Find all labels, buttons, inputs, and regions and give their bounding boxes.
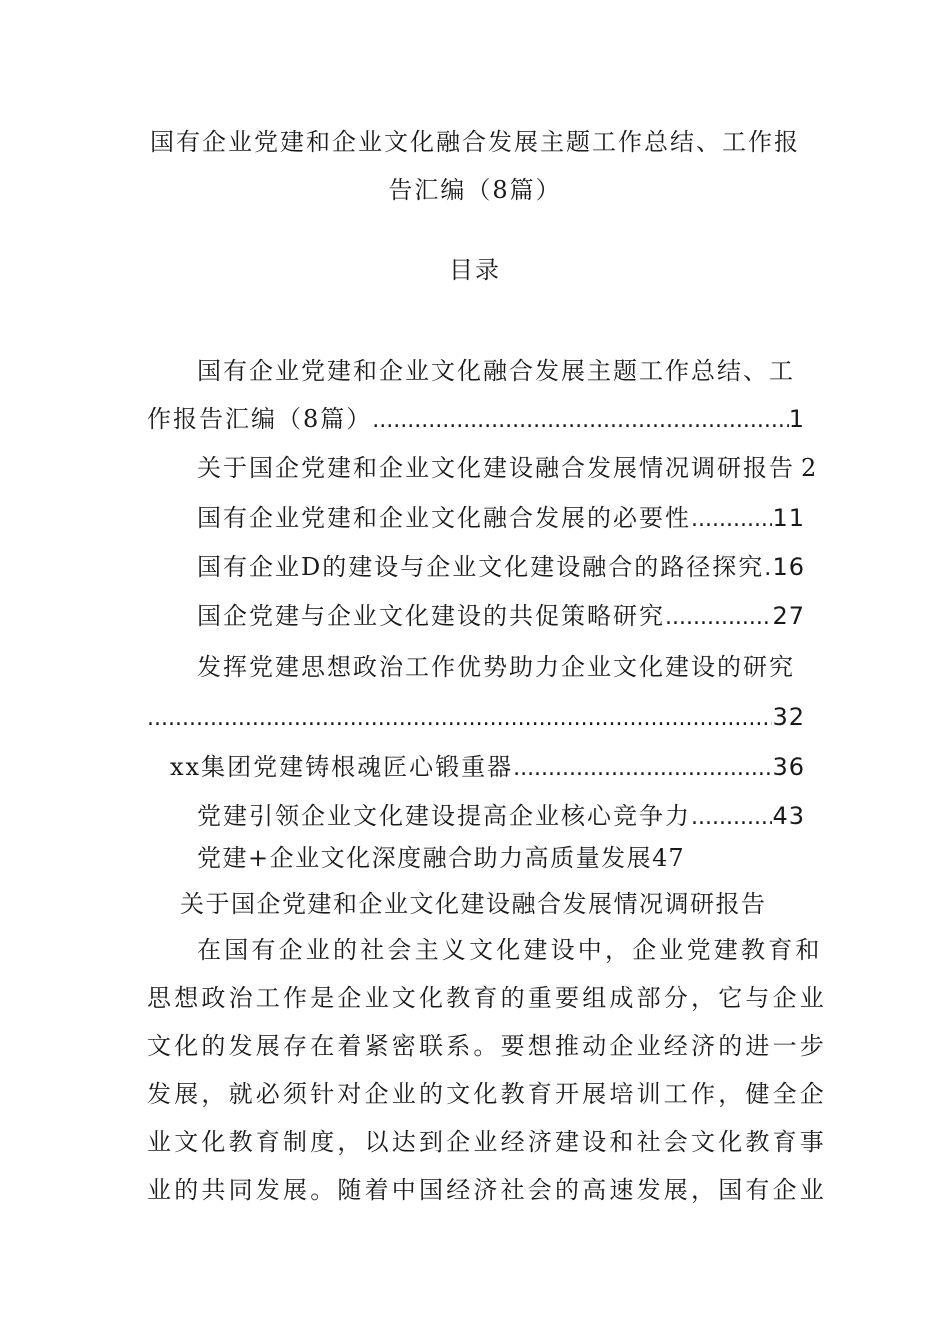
toc-page-number: 1 bbox=[788, 405, 805, 433]
toc-entry-title: xx集团党建铸根魂匠心锻重器 bbox=[170, 753, 514, 781]
toc-entry-6[interactable] bbox=[147, 693, 805, 741]
toc-entry-8[interactable] bbox=[197, 792, 805, 840]
body-paragraph-line: 思想政治工作是企业文化教育的重要组成部分，它与企业 bbox=[147, 984, 827, 1012]
body-paragraph-line: 业文化教育制度，以达到企业经济建设和社会文化教育事 bbox=[147, 1128, 827, 1156]
toc-entry-9[interactable] bbox=[197, 834, 757, 882]
toc-entry-5[interactable] bbox=[197, 592, 805, 640]
body-paragraph-line: 业的共同发展。随着中国经济社会的高速发展，国有企业 bbox=[147, 1176, 827, 1204]
body-paragraph-line: 文化的发展存在着紧密联系。要想推动企业经济的进一步 bbox=[147, 1032, 827, 1060]
toc-entry-1-line-1[interactable]: 国有企业党建和企业文化融合发展主题工作总结、工 bbox=[197, 357, 795, 385]
toc-heading: 目录 bbox=[449, 256, 501, 284]
toc-leader-dots bbox=[764, 545, 772, 593]
toc-leader-dots bbox=[665, 594, 772, 642]
toc-page-number: 36 bbox=[772, 753, 805, 781]
toc-entry-6-title[interactable]: 发挥党建思想政治工作优势助力企业文化建设的研究 bbox=[197, 653, 795, 681]
body-paragraph-line: 在国有企业的社会主义文化建设中，企业党建教育和 bbox=[197, 936, 823, 964]
toc-leader-dots bbox=[513, 745, 772, 793]
toc-entry-3[interactable] bbox=[197, 494, 805, 542]
toc-entry-2[interactable] bbox=[197, 444, 817, 492]
toc-page-number: 43 bbox=[772, 802, 805, 830]
toc-entry-title: 党建引领企业文化建设提高企业核心竞争力 bbox=[197, 802, 691, 830]
toc-entry-4[interactable] bbox=[197, 543, 805, 591]
toc-leader-dots bbox=[691, 496, 772, 544]
toc-entry-title: 国企党建与企业文化建设的共促策略研究 bbox=[197, 602, 665, 630]
toc-entry-title: 国有企业党建和企业文化融合发展的必要性 bbox=[197, 504, 691, 532]
document-title-line-2: 告汇编（8篇） bbox=[388, 176, 562, 204]
toc-page-number: 27 bbox=[772, 602, 805, 630]
document-title bbox=[120, 118, 830, 214]
toc-entry-title: 作报告汇编（8篇） bbox=[147, 405, 373, 433]
toc-leader-dots bbox=[372, 397, 788, 445]
toc-page-number: 47 bbox=[652, 844, 685, 872]
toc-entry-title: 党建+企业文化深度融合助力高质量发展 bbox=[197, 844, 653, 872]
toc-page-number: 32 bbox=[772, 703, 805, 731]
toc-entry-7[interactable] bbox=[170, 743, 805, 791]
toc-page-number: 2 bbox=[801, 454, 818, 482]
toc-page-number: 11 bbox=[772, 504, 805, 532]
toc-page-number: 16 bbox=[772, 553, 805, 581]
section-heading: 关于国企党建和企业文化建设融合发展情况调研报告 bbox=[180, 890, 767, 918]
document-title-line-1: 国有企业党建和企业文化融合发展主题工作总结、工作报 bbox=[150, 128, 800, 156]
body-paragraph-line: 发展，就必须针对企业的文化教育开展培训工作，健全企 bbox=[147, 1080, 827, 1108]
toc-entry-title: 关于国企党建和企业文化建设融合发展情况调研报告 bbox=[197, 454, 795, 482]
toc-entry-1[interactable] bbox=[147, 395, 805, 443]
toc-entry-title: 国有企业D的建设与企业文化建设融合的路径探究 bbox=[197, 553, 765, 581]
toc-leader-dots bbox=[147, 695, 772, 743]
